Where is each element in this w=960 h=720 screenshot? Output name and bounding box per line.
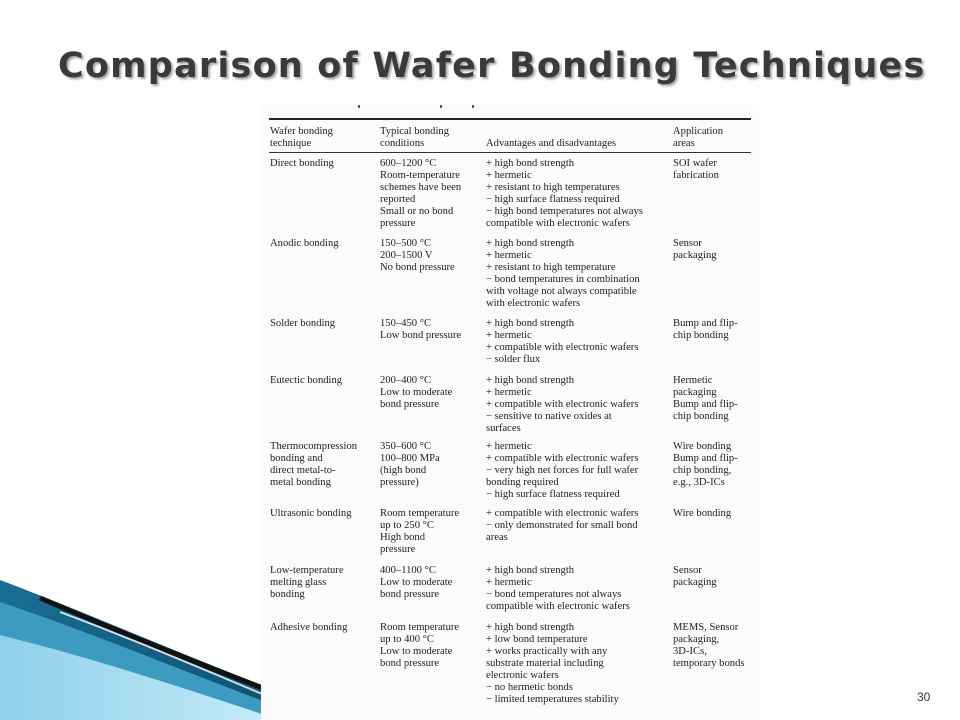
cell-line: 400–1100 °C — [380, 565, 436, 576]
cell-line: pressure — [380, 218, 416, 229]
cell-line: Application — [673, 126, 724, 137]
cell-line: Wire bonding — [673, 508, 732, 519]
cell-line: Direct bonding — [270, 158, 334, 169]
areas-cell — [673, 508, 731, 520]
cell-line: reported — [380, 194, 416, 205]
conditions-cell — [380, 622, 459, 670]
cell-line: substrate material including — [486, 658, 604, 669]
cell-line: − very high net forces for full wafer — [486, 465, 639, 476]
cell-line: 350–600 °C — [380, 441, 432, 452]
cell-line: Ultrasonic bonding — [270, 508, 352, 519]
cell-line: Room-temperature — [380, 170, 461, 181]
cell-line: compatible with electronic wafers — [486, 601, 630, 612]
advantages-cell — [486, 238, 640, 310]
cell-line: Wire bonding — [673, 441, 732, 452]
technique-cell — [270, 375, 342, 387]
areas-cell — [673, 565, 717, 589]
cell-line: Low to moderate — [380, 646, 453, 657]
cell-line: schemes have been — [380, 182, 462, 193]
cell-line: + hermetic — [486, 441, 532, 452]
cell-line: − solder flux — [486, 354, 541, 365]
cell-line: + hermetic — [486, 170, 532, 181]
cell-line: Bump and flip- — [673, 318, 738, 329]
conditions-cell — [380, 318, 461, 342]
cell-line: + high bond strength — [486, 238, 575, 249]
column-header — [486, 138, 616, 150]
cell-line: + compatible with electronic wafers — [486, 508, 639, 519]
advantages-cell — [486, 158, 643, 230]
technique-cell — [270, 238, 339, 250]
conditions-cell — [380, 375, 452, 411]
cell-line: Anodic bonding — [270, 238, 339, 249]
table-header-rule — [269, 152, 751, 153]
slide-title: Comparison of Wafer Bonding Techniques — [58, 46, 926, 86]
cell-line: areas — [486, 532, 508, 543]
cell-line: + high bond strength — [486, 622, 575, 633]
advantages-cell — [486, 565, 630, 613]
cell-line: Low to moderate — [380, 577, 453, 588]
cell-line: + compatible with electronic wafers — [486, 453, 639, 464]
cell-line: melting glass — [270, 577, 327, 588]
cell-line: pressure) — [380, 477, 419, 488]
cell-line: bond pressure — [380, 658, 440, 669]
cell-line: direct metal-to- — [270, 465, 336, 476]
conditions-cell — [380, 565, 452, 601]
cell-line: Adhesive bonding — [270, 622, 348, 633]
column-header — [673, 126, 723, 150]
cell-line: 100–800 MPa — [380, 453, 440, 464]
cell-line: − sensitive to native oxides at — [486, 411, 612, 422]
cropped-text-fragment — [346, 105, 506, 109]
cell-line: fabrication — [673, 170, 719, 181]
cell-line: + hermetic — [486, 577, 532, 588]
cell-line: 200–1500 V — [380, 250, 433, 261]
bonding-comparison-table — [261, 105, 759, 720]
cell-line: technique — [270, 138, 312, 149]
cell-line: − bond temperatures not always — [486, 589, 622, 600]
cell-line: chip bonding — [673, 330, 729, 341]
cell-line: Low-temperature — [270, 565, 344, 576]
conditions-cell — [380, 238, 455, 274]
cell-line: Low bond pressure — [380, 330, 462, 341]
cell-line: Low to moderate — [380, 387, 453, 398]
cell-line: with electronic wafers — [486, 298, 581, 309]
column-header — [270, 126, 333, 150]
areas-cell — [673, 318, 738, 342]
cell-line: SOI wafer — [673, 158, 717, 169]
cell-line: − no hermetic bonds — [486, 682, 573, 693]
cell-line: Bump and flip- — [673, 453, 738, 464]
technique-cell — [270, 508, 352, 520]
cell-line: Small or no bond — [380, 206, 454, 217]
page-number: 30 — [917, 690, 931, 704]
cell-line: + high bond strength — [486, 318, 575, 329]
cell-line: + high bond strength — [486, 158, 575, 169]
technique-cell — [270, 441, 357, 489]
cell-line: + resistant to high temperature — [486, 262, 616, 273]
cell-line: + hermetic — [486, 387, 532, 398]
cell-line: chip bonding — [673, 411, 729, 422]
cell-line: MEMS, Sensor — [673, 622, 739, 633]
cell-line: + high bond strength — [486, 375, 575, 386]
cell-line: with voltage not always compatible — [486, 286, 637, 297]
cell-line: (high bond — [380, 465, 427, 476]
cell-line: Solder bonding — [270, 318, 336, 329]
cell-line: temporary bonds — [673, 658, 745, 669]
advantages-cell — [486, 508, 638, 544]
cell-line: No bond pressure — [380, 262, 455, 273]
cell-line: packaging — [673, 250, 717, 261]
cell-line: bond pressure — [380, 399, 440, 410]
areas-cell — [673, 238, 717, 262]
cell-line: − high surface flatness required — [486, 489, 620, 500]
cell-line: 150–500 °C — [380, 238, 432, 249]
table-top-rule — [269, 118, 751, 120]
decorative-wave-band — [0, 540, 300, 720]
cell-line: up to 400 °C — [380, 634, 434, 645]
cell-line: + compatible with electronic wafers — [486, 399, 639, 410]
cell-line: Hermetic — [673, 375, 713, 386]
cell-line: Typical bonding — [380, 126, 449, 137]
cell-line: 200–400 °C — [380, 375, 432, 386]
areas-cell — [673, 441, 738, 489]
technique-cell — [270, 565, 344, 601]
cell-line: Advantages and disadvantages — [486, 138, 617, 149]
areas-cell — [673, 622, 745, 670]
cell-line: pressure — [380, 544, 416, 555]
cell-line: + compatible with electronic wafers — [486, 342, 639, 353]
cell-line: Room temperature — [380, 508, 460, 519]
technique-cell — [270, 158, 334, 170]
cell-line: 3D-ICs, — [673, 646, 707, 657]
advantages-cell — [486, 375, 638, 435]
conditions-cell — [380, 158, 461, 230]
conditions-cell — [380, 508, 459, 556]
conditions-cell — [380, 441, 440, 489]
cell-line: chip bonding, — [673, 465, 732, 476]
cell-line: Room temperature — [380, 622, 460, 633]
cell-line: metal bonding — [270, 477, 331, 488]
cell-line: High bond — [380, 532, 426, 543]
cell-line: Sensor — [673, 238, 702, 249]
cell-line: bonding — [270, 589, 305, 600]
areas-cell — [673, 158, 719, 182]
cell-line: bonding required — [486, 477, 559, 488]
cell-line: Sensor — [673, 565, 702, 576]
cell-line: + hermetic — [486, 330, 532, 341]
cell-line: 150–450 °C — [380, 318, 432, 329]
cell-line: + hermetic — [486, 250, 532, 261]
cell-line: Thermocompression — [270, 441, 358, 452]
cell-line: Bump and flip- — [673, 399, 738, 410]
cell-line: e.g., 3D-ICs — [673, 477, 725, 488]
advantages-cell — [486, 318, 638, 366]
advantages-cell — [486, 441, 638, 501]
cell-line: packaging — [673, 387, 717, 398]
cell-line: − bond temperatures in combination — [486, 274, 640, 285]
technique-cell — [270, 318, 335, 330]
cell-line: − limited temperatures stability — [486, 694, 619, 705]
areas-cell — [673, 375, 738, 423]
cell-line: − high bond temperatures not always — [486, 206, 643, 217]
cell-line: compatible with electronic wafers — [486, 218, 630, 229]
cell-line: Eutectic bonding — [270, 375, 343, 386]
cell-line: + low bond temperature — [486, 634, 588, 645]
cell-line: surfaces — [486, 423, 521, 434]
cell-line: electronic wafers — [486, 670, 559, 681]
cell-line: packaging — [673, 577, 717, 588]
column-header — [380, 126, 449, 150]
cell-line: bond pressure — [380, 589, 440, 600]
cell-line: + high bond strength — [486, 565, 575, 576]
cell-line: packaging, — [673, 634, 720, 645]
cell-line: areas — [673, 138, 695, 149]
advantages-cell — [486, 622, 619, 706]
cell-line: up to 250 °C — [380, 520, 434, 531]
cell-line: + resistant to high temperatures — [486, 182, 620, 193]
cell-line: conditions — [380, 138, 425, 149]
cell-line: 600–1200 °C — [380, 158, 437, 169]
cell-line: − high surface flatness required — [486, 194, 620, 205]
cell-line: bonding and — [270, 453, 323, 464]
technique-cell — [270, 622, 347, 634]
cell-line: Wafer bonding — [270, 126, 333, 137]
cell-line: + works practically with any — [486, 646, 608, 657]
cell-line: − only demonstrated for small bond — [486, 520, 638, 531]
